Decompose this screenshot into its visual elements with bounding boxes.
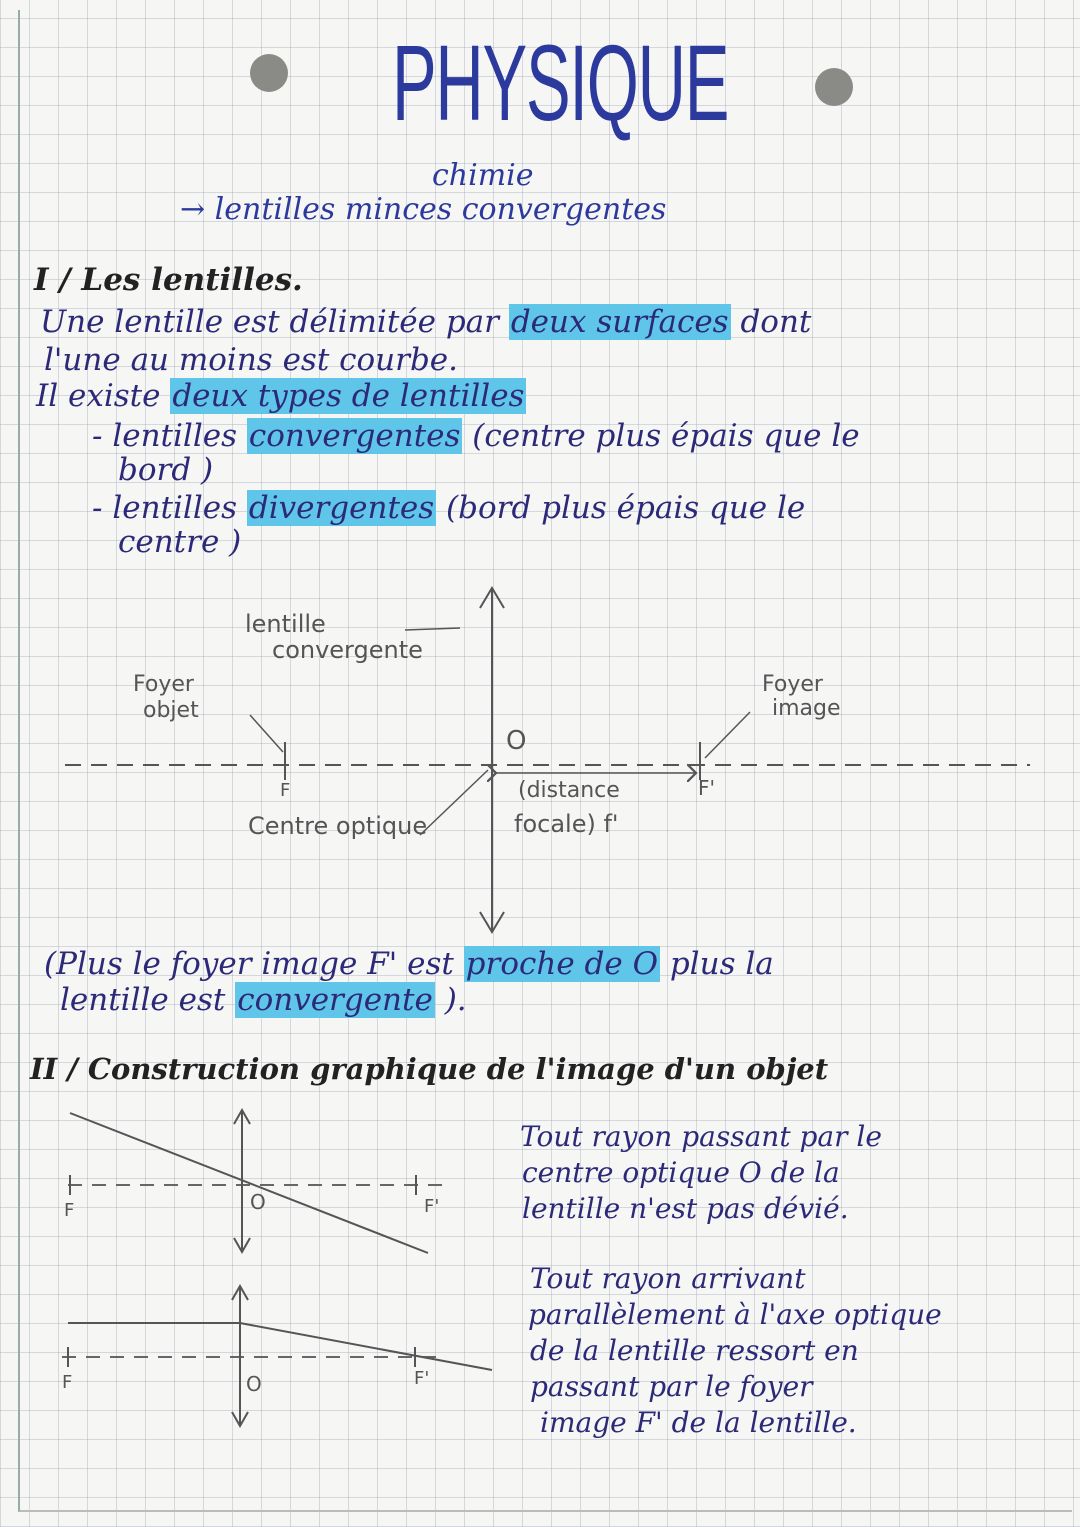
highlight: deux surfaces [510, 304, 729, 340]
rule2-line: Tout rayon arrivant [530, 1262, 806, 1295]
highlight: proche de O [465, 946, 658, 982]
page-title: PHYSIQUE [392, 22, 729, 143]
foyer-objet-label: Foyer [133, 672, 194, 697]
lens-label: convergente [272, 636, 423, 664]
highlight: convergentes [248, 418, 461, 454]
text-line: Une lentille est délimitée par deux surfaces dont [40, 304, 812, 340]
fig-fprime-label: F' [424, 1196, 440, 1217]
note-line: lentille est convergente ). [60, 982, 467, 1018]
list-item: - lentilles convergentes (centre plus épais que le [92, 418, 860, 454]
section2-heading: II / Construction graphique de l'image d'un objet [30, 1052, 829, 1086]
text-line: l'une au moins est courbe. [44, 342, 458, 378]
rule2-line: de la lentille ressort en [530, 1334, 859, 1367]
rule1-line: Tout rayon passant par le [520, 1120, 882, 1153]
fprime-label: F' [698, 776, 716, 800]
rule1-line: lentille n'est pas dévié. [522, 1192, 849, 1225]
note-line: (Plus le foyer image F' est proche de O plus la [44, 946, 774, 982]
centre-optique-label: Centre optique [248, 812, 428, 840]
foyer-objet-label: objet [143, 698, 199, 723]
fig-fprime-label: F' [414, 1368, 430, 1389]
page-subtitle: chimie [432, 158, 534, 193]
rule2-line: passant par le foyer [530, 1370, 813, 1403]
text-line: bord ) [118, 452, 214, 488]
ray-parallel [68, 1323, 492, 1370]
text-line: Il existe deux types de lentilles [36, 378, 525, 414]
highlight: deux types de lentilles [172, 378, 525, 414]
fig-o-label: O [246, 1372, 262, 1396]
foyer-image-label: image [772, 696, 841, 721]
o-label: O [506, 726, 527, 756]
ray-through-center [70, 1113, 428, 1253]
fig-f-label: F [64, 1200, 75, 1221]
section1-heading: I / Les lentilles. [34, 262, 303, 298]
highlight: divergentes [248, 490, 435, 526]
foyer-image-label: Foyer [762, 672, 823, 697]
topic-line: → lentilles minces convergentes [180, 192, 667, 227]
distance-label: (distance [518, 778, 620, 803]
highlight: convergente [237, 982, 433, 1018]
fig-f-label: F [62, 1372, 73, 1393]
text-line: centre ) [118, 524, 242, 560]
list-item: - lentilles divergentes (bord plus épais que le [92, 490, 806, 526]
fig-o-label: O [250, 1190, 266, 1214]
rule1-line: centre optique O de la [522, 1156, 840, 1189]
f-label: F [280, 780, 291, 801]
rule2-line: parallèlement à l'axe optique [528, 1298, 942, 1331]
lens-label: lentille [245, 610, 326, 638]
rule2-line: image F' de la lentille. [540, 1406, 857, 1439]
distance-label: focale) f' [514, 810, 619, 838]
